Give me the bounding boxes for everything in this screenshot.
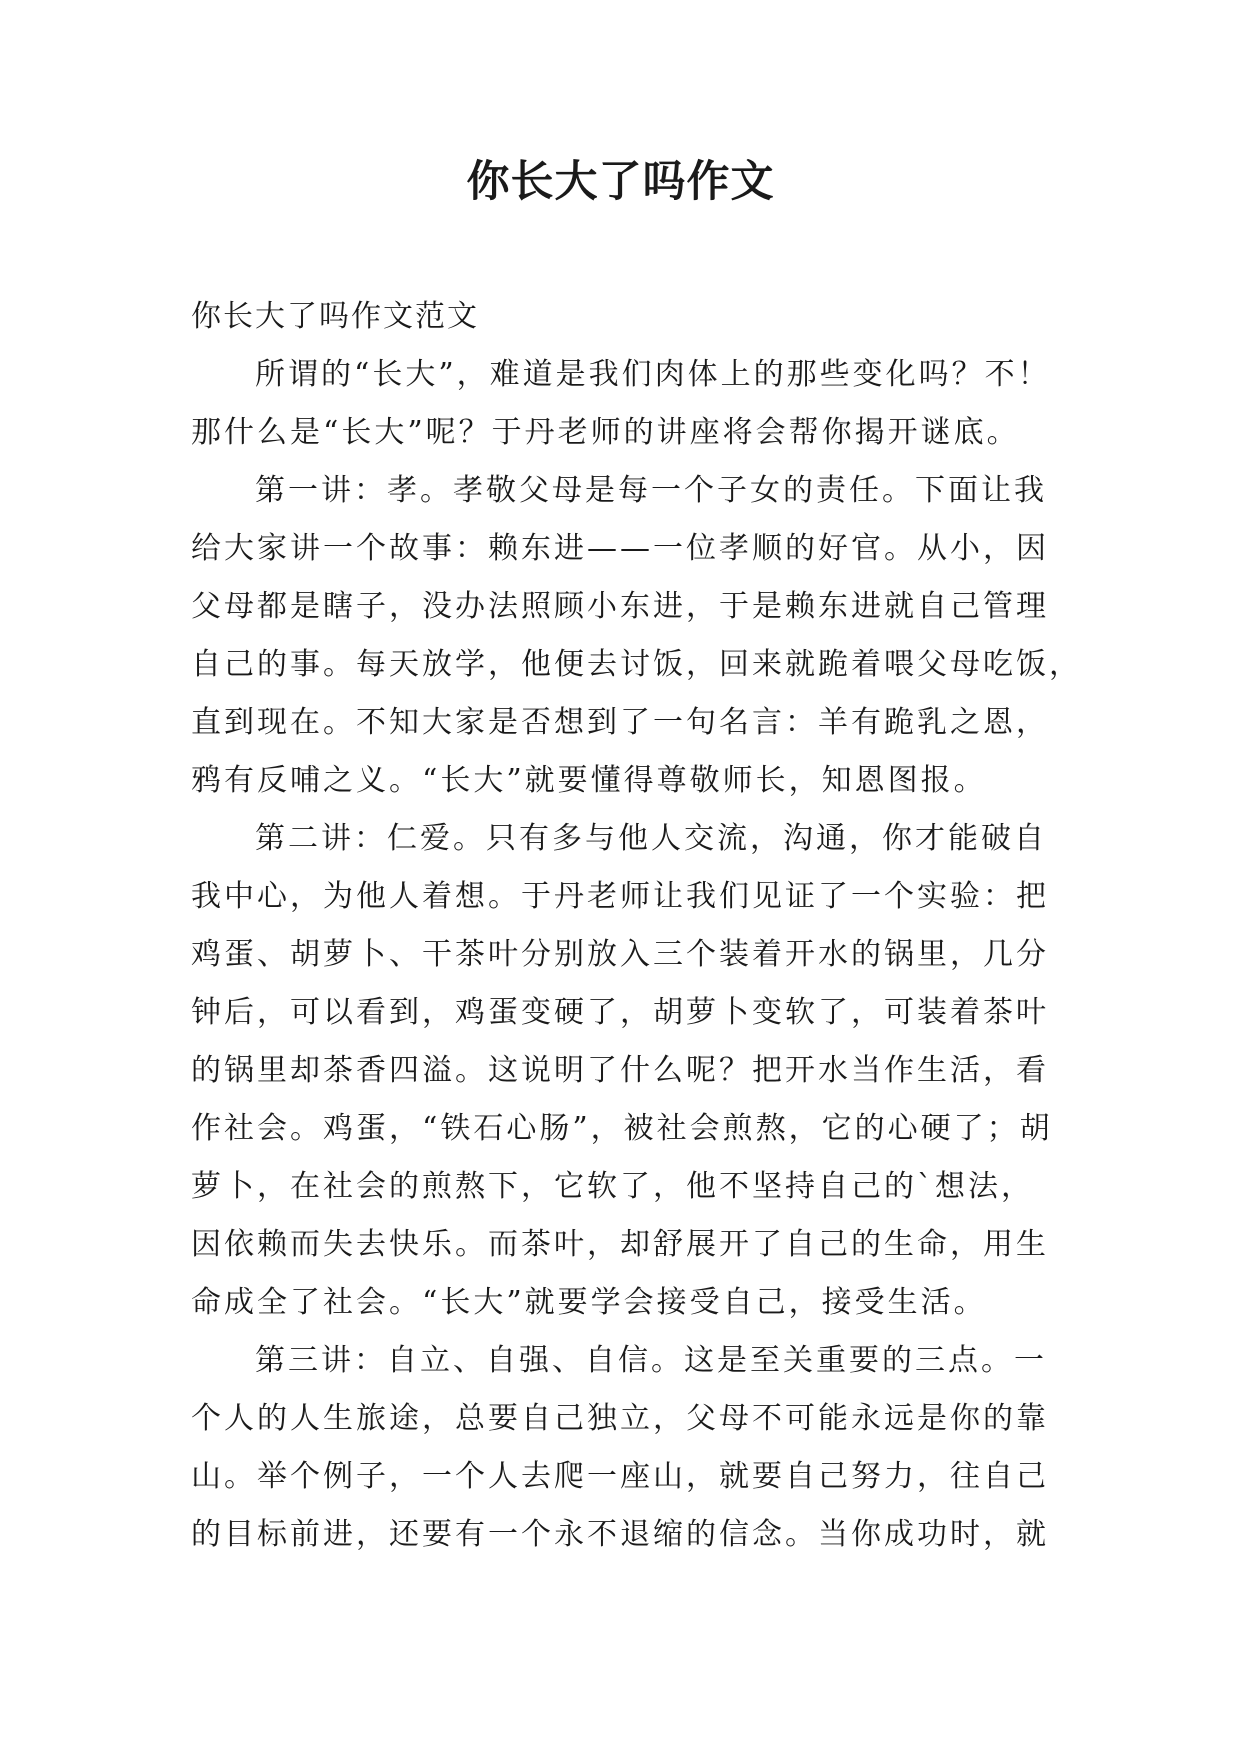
text-line: 鸡蛋、胡萝卜、干茶叶分别放入三个装着开水的锅里，几分 xyxy=(191,937,1049,972)
text-line: 我中心，为他人着想。于丹老师让我们见证了一个实验：把 xyxy=(191,879,1049,914)
text-line: 所谓的“长大”，难道是我们肉体上的那些变化吗？不！ xyxy=(255,357,1051,392)
text-line: 父母都是瞎子，没办法照顾小东进，于是赖东进就自己管理 xyxy=(191,589,1049,624)
text-line: 的锅里却茶香四溢。这说明了什么呢？把开水当作生活，看 xyxy=(191,1053,1049,1088)
text-line: 第三讲：自立、自强、自信。这是至关重要的三点。一 xyxy=(255,1343,1047,1378)
text-line: 第二讲：仁爱。只有多与他人交流，沟通，你才能破自 xyxy=(255,821,1047,856)
text-line: 自己的事。每天放学，他便去讨饭，回来就跪着喂父母吃饭， xyxy=(191,647,1082,682)
document-title: 你长大了吗作文 xyxy=(466,157,775,207)
text-line: 钟后，可以看到，鸡蛋变硬了，胡萝卜变软了，可装着茶叶 xyxy=(191,995,1049,1030)
text-line: 给大家讲一个故事：赖东进——一位孝顺的好官。从小，因 xyxy=(191,531,1049,566)
text-line: 第一讲：孝。孝敬父母是每一个子女的责任。下面让我 xyxy=(255,473,1047,508)
document-subtitle: 你长大了吗作文范文 xyxy=(191,299,479,334)
document-body xyxy=(191,288,1082,1564)
text-line: 鸦有反哺之义。“长大”就要懂得尊敬师长，知恩图报。 xyxy=(191,763,987,798)
text-line: 命成全了社会。“长大”就要学会接受自己，接受生活。 xyxy=(191,1285,987,1320)
text-line: 因依赖而失去快乐。而茶叶，却舒展开了自己的生命，用生 xyxy=(191,1227,1049,1262)
text-line: 直到现在。不知大家是否想到了一句名言：羊有跪乳之恩， xyxy=(191,705,1049,740)
text-line: 山。举个例子，一个人去爬一座山，就要自己努力，往自己 xyxy=(191,1459,1049,1494)
text-line: 那什么是“长大”呢？于丹老师的讲座将会帮你揭开谜底。 xyxy=(191,415,1020,450)
text-line: 个人的人生旅途，总要自己独立，父母不可能永远是你的靠 xyxy=(191,1401,1049,1436)
text-line: 的目标前进，还要有一个永不退缩的信念。当你成功时，就 xyxy=(191,1517,1049,1552)
text-line: 作社会。鸡蛋，“铁石心肠”，被社会煎熬，它的心硬了；胡 xyxy=(191,1111,1053,1146)
text-line: 萝卜，在社会的煎熬下，它软了，他不坚持自己的`想法， xyxy=(191,1169,1034,1204)
